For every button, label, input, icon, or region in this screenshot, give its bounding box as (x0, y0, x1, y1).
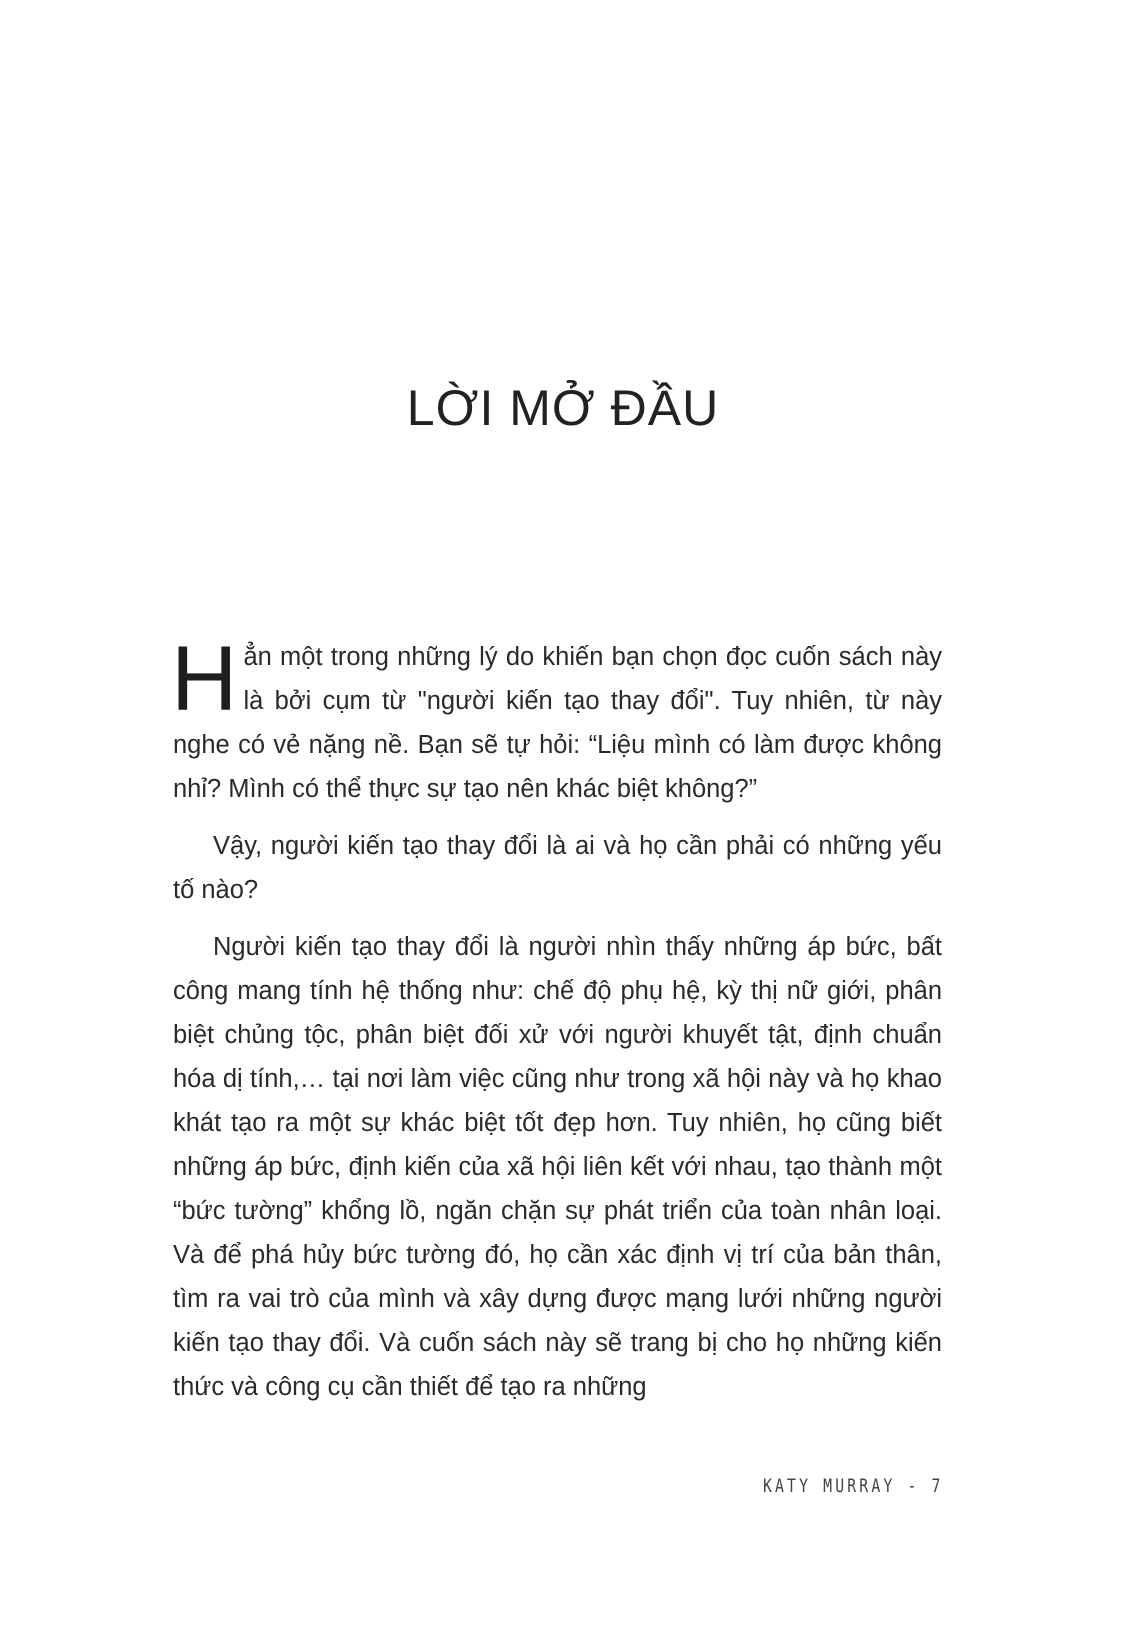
paragraph-1 (171, 628, 942, 811)
chapter-title: LỜI MỞ ĐẦU (406, 380, 720, 436)
drop-cap: H (171, 628, 238, 730)
body-text (171, 628, 942, 1422)
paragraph-1-text: ẳn một trong những lý do khiến bạn chọn đọc cuốn sách này là bởi cụm từ "người kiến tạo thay đổi". Tuy nhiên, từ này nghe có vẻ nặng nề. Bạn sẽ tự hỏi: “Liệu mình có làm được không nhỉ? Mình có thể thực sự tạo nên khác biệt không?” (173, 643, 942, 803)
paragraph-2: Vậy, người kiến tạo thay đổi là ai và họ cần phải có những yếu tố nào? (173, 832, 942, 904)
running-footer: KATY MURRAY - 7 (763, 1475, 944, 1497)
paragraph-3: Người kiến tạo thay đổi là người nhìn thấy những áp bức, bất công mang tính hệ thống như: chế độ phụ hệ, kỳ thị nữ giới, phân biệt chủng tộc, phân biệt đối xử với người khuyết tật, định chuẩn hóa dị tính,… tại nơi làm việc cũng như trong xã hội này và họ khao khát tạo ra một sự khác biệt tốt đẹp hơn. Tuy nhiên, họ cũng biết những áp bức, định kiến của xã hội liên kết với nhau, tạo thành một “bức tường” khổng lồ, ngăn chặn sự phát triển của toàn nhân loại. Và để phá hủy bức tường đó, họ cần xác định vị trí của bản thân, tìm ra vai trò của mình và xây dựng được mạng lưới những người kiến tạo thay đổi. Và cuốn sách này sẽ trang bị cho họ những kiến thức và công cụ cần thiết để tạo ra những (173, 933, 942, 1401)
